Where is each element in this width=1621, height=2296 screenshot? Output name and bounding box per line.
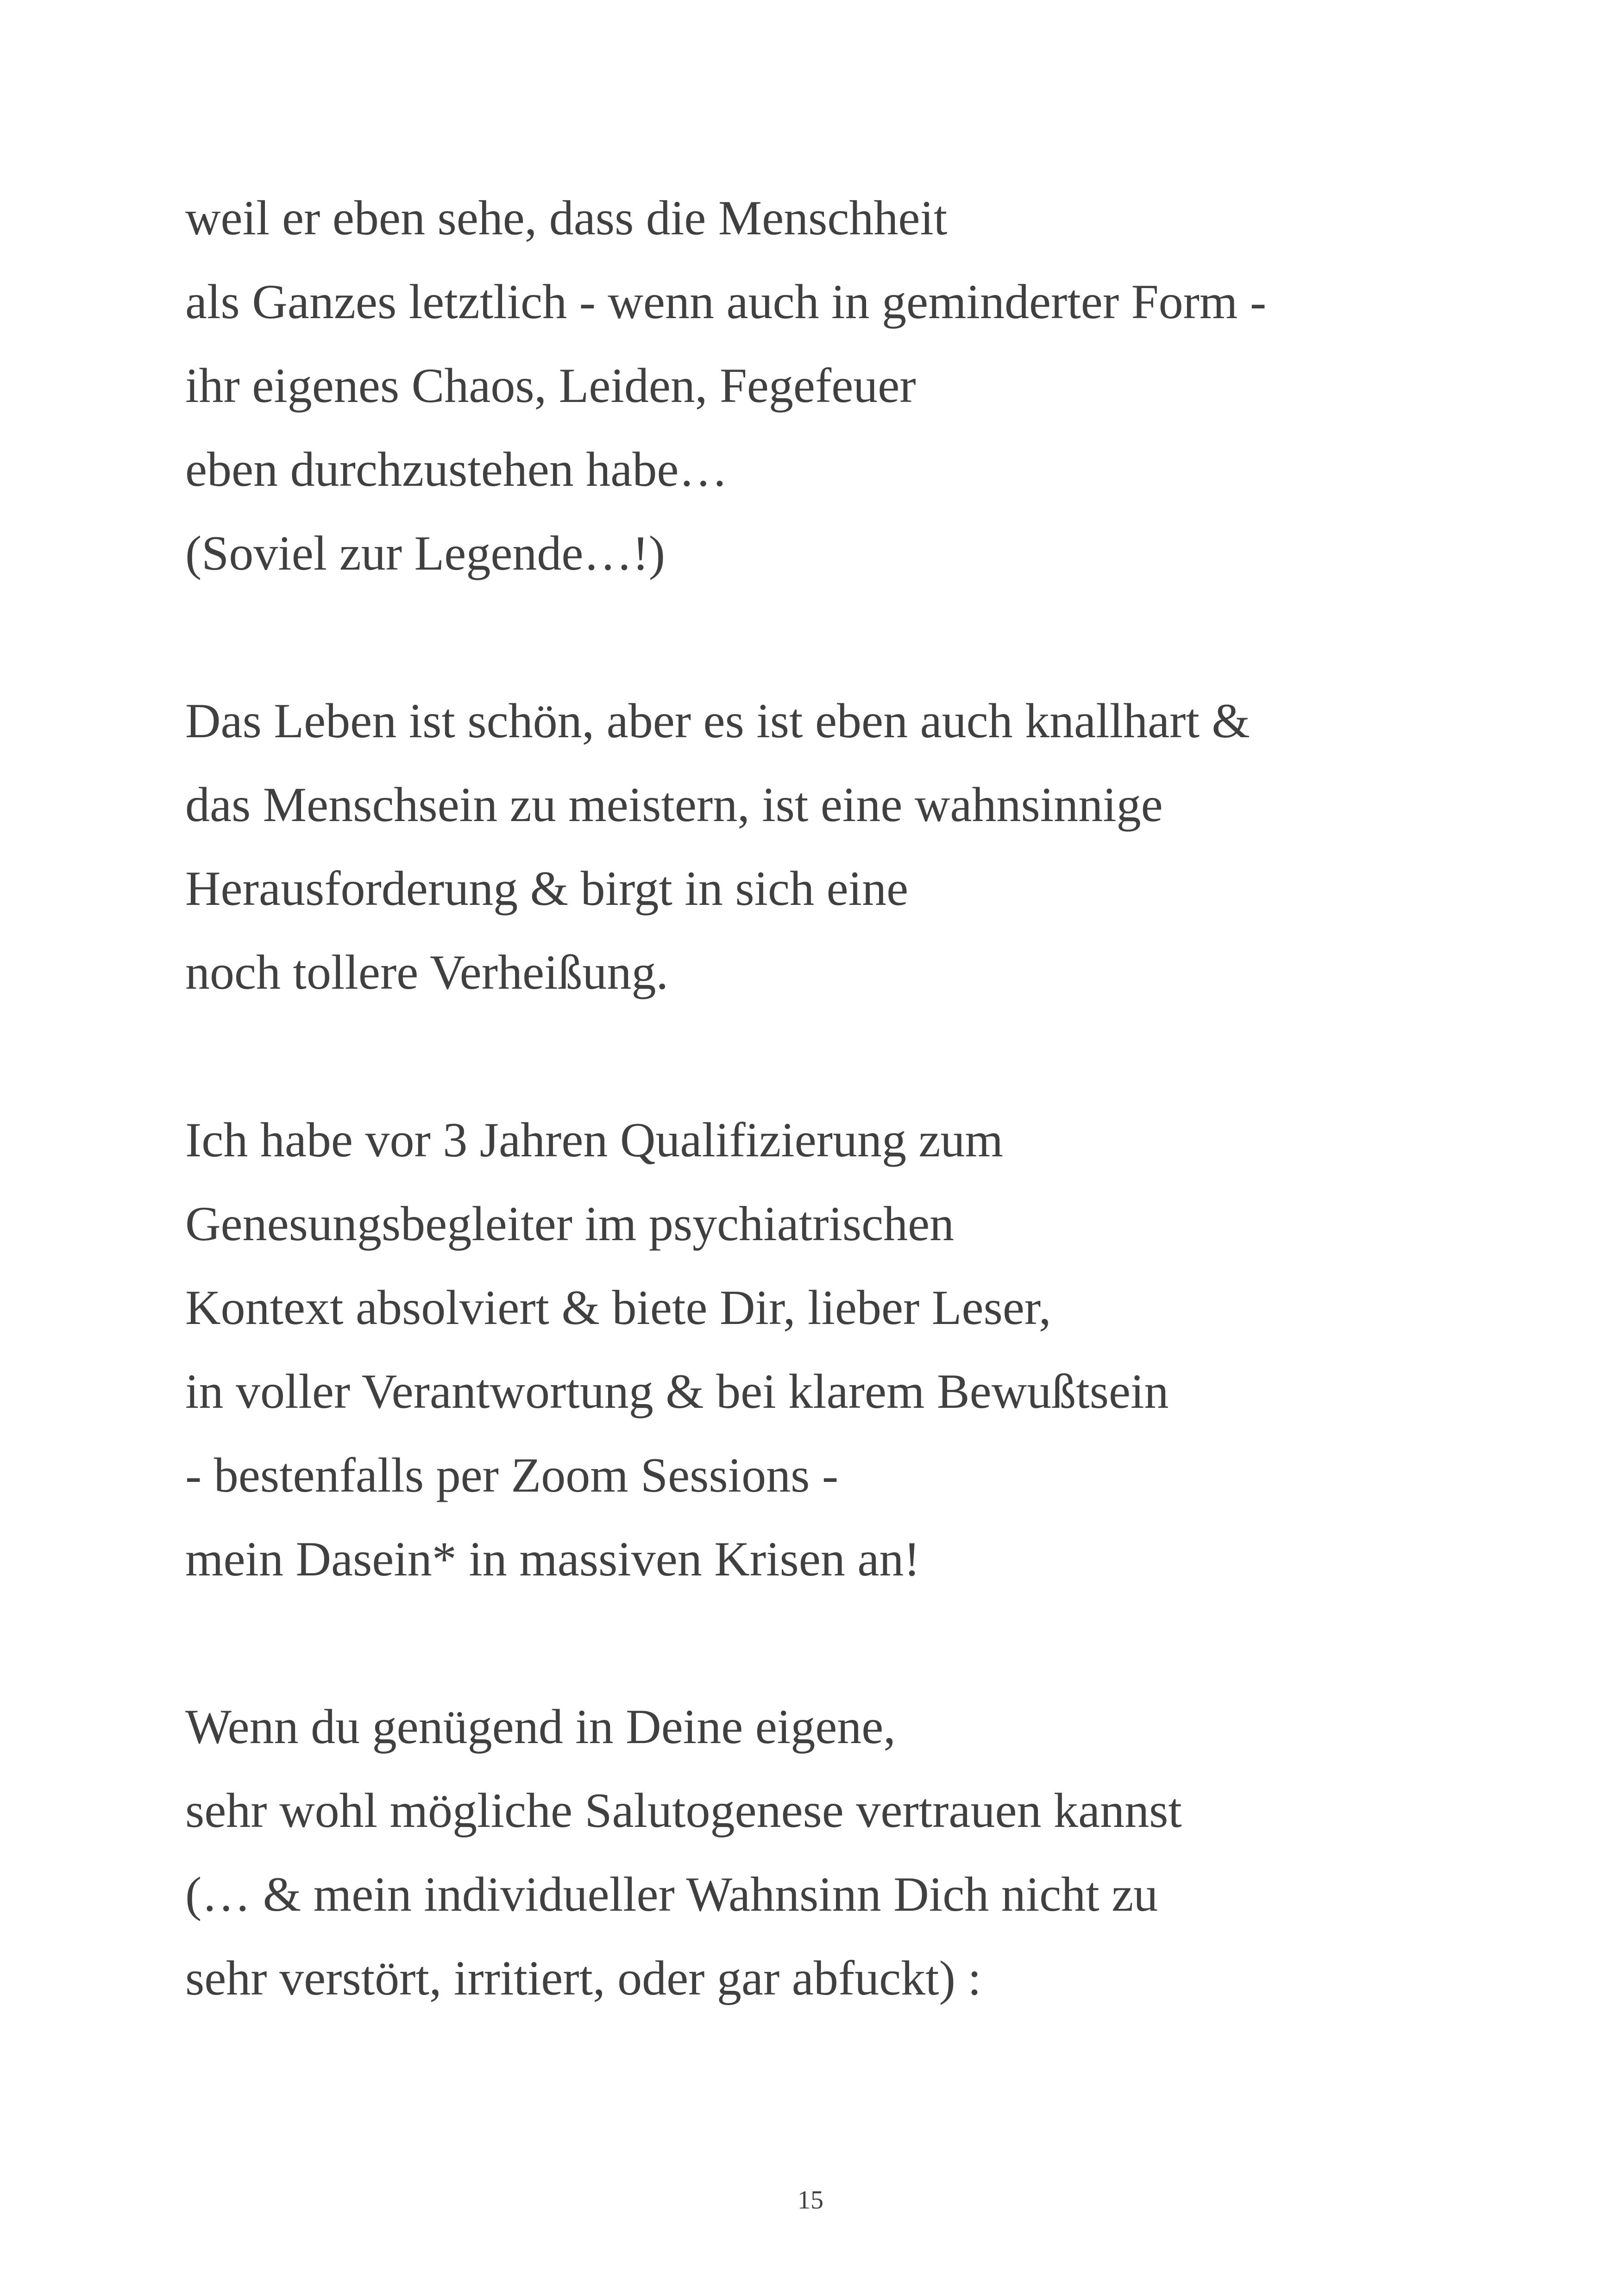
stanza-4 — [185, 1685, 1528, 2020]
body-text — [185, 176, 1528, 2020]
text-line: als Ganzes letztlich - wenn auch in geminderter Form - — [185, 275, 1267, 329]
text-line: sehr verstört, irritiert, oder gar abfuckt) : — [185, 1951, 981, 2005]
text-line: Wenn du genügend in Deine eigene, — [185, 1700, 896, 1754]
text-line: das Menschsein zu meistern, ist eine wahnsinnige — [185, 778, 1163, 832]
text-line: mein Dasein* in massiven Krisen an! — [185, 1532, 920, 1586]
stanza-3 — [185, 1098, 1528, 1601]
text-line: Herausforderung & birgt in sich eine — [185, 861, 909, 916]
text-line: Das Leben ist schön, aber es ist eben auch knallhart & — [185, 694, 1250, 748]
text-line: Genesungsbegleiter im psychiatrischen — [185, 1197, 955, 1251]
text-line: (… & mein individueller Wahnsinn Dich nicht zu — [185, 1867, 1158, 1921]
text-line: noch tollere Verheißung. — [185, 945, 669, 999]
text-line: in voller Verantwortung & bei klarem Bewußtsein — [185, 1364, 1169, 1418]
page-number: 15 — [798, 2186, 823, 2214]
stanza-2 — [185, 679, 1528, 1014]
text-line: eben durchzustehen habe… — [185, 442, 728, 496]
text-line: - bestenfalls per Zoom Sessions - — [185, 1448, 839, 1502]
text-line: weil er eben sehe, dass die Menschheit — [185, 191, 948, 245]
text-line: ihr eigenes Chaos, Leiden, Fegefeuer — [185, 358, 916, 413]
text-line: (Soviel zur Legende…!) — [185, 526, 666, 580]
text-line: Ich habe vor 3 Jahren Qualifizierung zum — [185, 1113, 1003, 1167]
text-line: sehr wohl mögliche Salutogenese vertrauen kannst — [185, 1783, 1182, 1838]
text-line: Kontext absolviert & biete Dir, lieber Leser, — [185, 1280, 1051, 1335]
stanza-1 — [185, 176, 1528, 595]
